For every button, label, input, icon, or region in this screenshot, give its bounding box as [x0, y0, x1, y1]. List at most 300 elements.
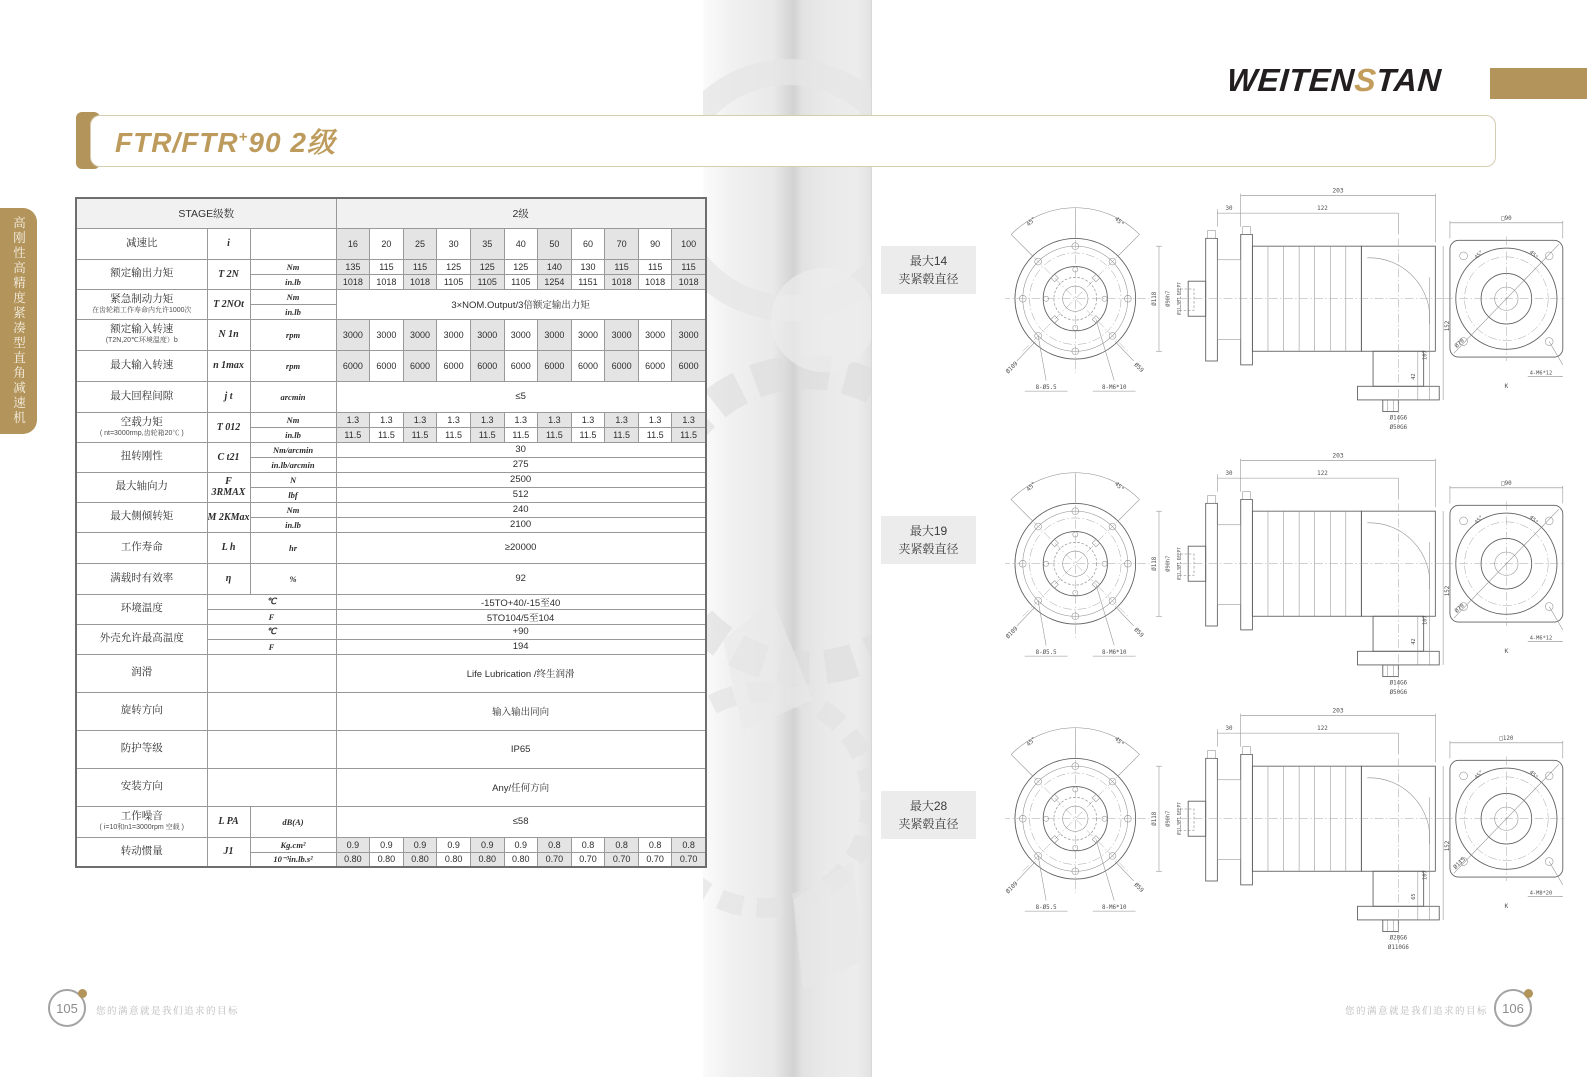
title-box — [90, 115, 1496, 167]
row-value: ≤58 — [336, 806, 706, 837]
value-cell: 3000 — [437, 319, 471, 350]
technical-drawing-row-1 — [1005, 180, 1565, 433]
row-value: Life Lubrication /终生润滑 — [336, 654, 706, 692]
side-dia-pilot-label: Ø90h7 — [1165, 810, 1172, 827]
spec-table-row — [76, 381, 706, 412]
footer-slogan-right: 您的满意就是我们追求的目标 — [1344, 1006, 1488, 1017]
spec-table-row — [76, 837, 706, 852]
value-cell: 1018 — [403, 274, 437, 289]
value-cell: 115 — [370, 259, 404, 274]
row-symbol: J1 — [207, 837, 250, 867]
front-dia-right-label: Ø59 — [1132, 882, 1145, 894]
row-label: 减速比 — [76, 228, 207, 259]
row-label: 工作噪音 ( i=10和n1=3000rpm 空载 ) — [76, 806, 207, 837]
rear-square-label: □120 — [1499, 735, 1514, 742]
spec-table-row — [76, 259, 706, 274]
page-number-right — [1494, 989, 1532, 1027]
value-cell: 11.5 — [504, 427, 538, 442]
spec-table-row — [76, 730, 706, 768]
value-cell: 6000 — [605, 350, 639, 381]
spec-table-row — [76, 412, 706, 427]
row-value: 275 — [336, 457, 706, 472]
side-note-label: Ø31.5MT DEEP7 — [1176, 282, 1182, 316]
row-value: 512 — [336, 487, 706, 502]
spec-table-row — [76, 654, 706, 692]
value-cell: 70 — [605, 228, 639, 259]
row-symbol: j t — [207, 381, 250, 412]
front-dia-left-label: Ø109 — [1005, 880, 1020, 896]
front-dia-left-label: Ø109 — [1005, 625, 1020, 641]
side-body-length-label: 122 — [1317, 206, 1328, 213]
row-unit: Nm — [250, 502, 336, 517]
value-cell: 6000 — [538, 350, 572, 381]
row-label: 最大轴向力 — [76, 472, 207, 502]
value-cell: 11.5 — [538, 427, 572, 442]
rear-mark-label: K — [1504, 648, 1509, 656]
value-cell: 11.5 — [470, 427, 504, 442]
value-cell: 0.9 — [437, 837, 471, 852]
brand-gold-bar — [1490, 68, 1587, 99]
value-cell: 11.5 — [336, 427, 370, 442]
value-cell: 0.70 — [672, 852, 706, 867]
row-value: ≥20000 — [336, 532, 706, 563]
row-label: 额定输出力矩 — [76, 259, 207, 289]
side-spigot-label: Ø50G6 — [1389, 425, 1408, 432]
row-value: Any/任何方向 — [336, 768, 706, 806]
row-value: IP65 — [336, 730, 706, 768]
value-cell: 6000 — [470, 350, 504, 381]
spec-table — [75, 197, 707, 868]
rear-square-label: □90 — [1501, 480, 1512, 487]
value-cell: 0.80 — [437, 852, 471, 867]
value-cell: 50 — [538, 228, 572, 259]
value-cell: 1.3 — [571, 412, 605, 427]
row-unit: rpm — [250, 319, 336, 350]
value-cell: 0.80 — [470, 852, 504, 867]
front-view — [1005, 208, 1149, 391]
value-cell: 11.5 — [672, 427, 706, 442]
clamp-label-1-line1: 最大14 — [909, 254, 948, 268]
value-cell: 90 — [638, 228, 672, 259]
row-symbol: C t21 — [207, 442, 250, 472]
value-cell: 115 — [403, 259, 437, 274]
value-cell: 0.80 — [370, 852, 404, 867]
value-cell: 0.80 — [403, 852, 437, 867]
series-side-tab-label: 高刚性高精度紧凑型直角减速机 — [11, 216, 26, 426]
page-number-left — [48, 989, 86, 1027]
side-note-label: Ø31.5MT DEEP7 — [1176, 547, 1182, 581]
value-cell: 125 — [470, 259, 504, 274]
row-value: -15TO+40/-15至40 — [336, 594, 706, 609]
value-cell: 0.8 — [538, 837, 572, 852]
rear-view — [1444, 481, 1565, 655]
value-cell: 100 — [672, 228, 706, 259]
value-cell: 0.9 — [470, 837, 504, 852]
spec-table-row — [76, 594, 706, 609]
value-cell: 135 — [336, 259, 370, 274]
value-cell: 1.3 — [370, 412, 404, 427]
row-unit: in.lb — [250, 304, 336, 319]
front-holes-label: 8-Ø5.5 — [1035, 385, 1057, 392]
value-cell: 3000 — [605, 319, 639, 350]
row-unit: Kg.cm² — [250, 837, 336, 852]
rear-square-label: □90 — [1501, 215, 1512, 222]
row-unit — [207, 730, 336, 768]
row-label: 转动惯量 — [76, 837, 207, 867]
row-symbol: M 2KMax — [207, 502, 250, 532]
rear-tapped-label: 4-M6*12 — [1529, 370, 1553, 377]
value-cell: 125 — [437, 259, 471, 274]
rear-mark-label: K — [1504, 903, 1509, 911]
side-view — [1151, 453, 1451, 696]
side-view — [1151, 708, 1451, 951]
value-cell: 0.9 — [336, 837, 370, 852]
value-cell: 0.8 — [605, 837, 639, 852]
clamp-label-2-line2: 夹紧毂直径 — [898, 542, 959, 556]
side-h3-label: 42 — [1410, 638, 1417, 645]
side-h1-label: 152 — [1444, 585, 1451, 597]
row-unit: in.lb — [250, 274, 336, 289]
value-cell: 125 — [504, 259, 538, 274]
side-bore-label: Ø28G6 — [1389, 935, 1408, 942]
stage-header-cell: STAGE级数 — [76, 198, 336, 228]
page-number-left-value: 105 — [56, 1000, 78, 1016]
side-bore-label: Ø14G6 — [1389, 680, 1408, 687]
row-unit: hr — [250, 532, 336, 563]
rear-dia-label: Ø115 — [1452, 856, 1468, 871]
value-cell: 6000 — [336, 350, 370, 381]
brand-logo-right: TAN — [1374, 62, 1443, 98]
row-value: 输入输出同向 — [336, 692, 706, 730]
side-spigot-label: Ø110G6 — [1387, 945, 1409, 952]
side-total-length-label: 203 — [1332, 707, 1344, 715]
side-dia-pilot-label: Ø90h7 — [1165, 290, 1172, 307]
row-value: +90 — [336, 624, 706, 639]
front-dia-left-label: Ø109 — [1005, 360, 1020, 376]
value-cell: 30 — [437, 228, 471, 259]
row-unit: ℃ — [207, 594, 336, 609]
front-angle-right-label: 45° — [1112, 736, 1125, 748]
front-angle-right-label: 45° — [1112, 216, 1125, 228]
clamp-label-3 — [881, 791, 976, 839]
row-symbol: L PA — [207, 806, 250, 837]
row-symbol: L h — [207, 532, 250, 563]
row-label: 环境温度 — [76, 594, 207, 624]
spec-table-body — [76, 198, 706, 867]
front-view — [1005, 473, 1149, 656]
rear-angle-left-label: 45° — [1473, 514, 1485, 526]
row-symbol: F 3RMAX — [207, 472, 250, 502]
gearbox-drawing — [1005, 700, 1565, 953]
value-cell: 1105 — [504, 274, 538, 289]
spec-table-row — [76, 319, 706, 350]
row-label: 紧急制动力矩 在齿轮箱工作寿命内允许1000次 — [76, 289, 207, 319]
side-h3-label: 65 — [1410, 893, 1417, 900]
value-cell: 1018 — [336, 274, 370, 289]
spec-table-row — [76, 624, 706, 639]
row-unit: Nm/arcmin — [250, 442, 336, 457]
row-label: 外壳允许最高温度 — [76, 624, 207, 654]
page-title-sup: + — [238, 128, 249, 146]
row-unit: dB(A) — [250, 806, 336, 837]
value-cell: 1.3 — [336, 412, 370, 427]
value-cell: 0.8 — [638, 837, 672, 852]
row-unit: Nm — [250, 412, 336, 427]
front-angle-left-label: 45° — [1025, 736, 1038, 748]
spec-table-row — [76, 532, 706, 563]
value-cell: 6000 — [437, 350, 471, 381]
value-cell: 1018 — [638, 274, 672, 289]
brand-logo-left: WEITEN — [1225, 62, 1356, 98]
value-cell: 1018 — [605, 274, 639, 289]
side-h2-label: 107 — [1422, 870, 1429, 880]
row-value: 2500 — [336, 472, 706, 487]
stage-value-cell: 2级 — [336, 198, 706, 228]
value-cell: 0.70 — [605, 852, 639, 867]
value-cell: 1.3 — [538, 412, 572, 427]
row-unit: arcmin — [250, 381, 336, 412]
rear-view — [1444, 736, 1565, 910]
clamp-label-2-line1: 最大19 — [909, 524, 948, 538]
front-angle-left-label: 45° — [1025, 216, 1038, 228]
rear-angle-right-label: 45° — [1527, 514, 1539, 526]
front-dia-right-label: Ø59 — [1132, 362, 1145, 374]
rear-view — [1444, 216, 1565, 390]
value-cell: 1.3 — [504, 412, 538, 427]
value-cell: 1.3 — [470, 412, 504, 427]
value-cell: 20 — [370, 228, 404, 259]
value-cell: 11.5 — [403, 427, 437, 442]
value-cell: 0.80 — [504, 852, 538, 867]
side-h3-label: 42 — [1410, 373, 1417, 380]
row-unit — [207, 654, 336, 692]
spec-table-row — [76, 563, 706, 594]
side-spigot-label: Ø50G6 — [1389, 690, 1408, 697]
spec-table-row — [76, 806, 706, 837]
page-title-rest: 90 2级 — [248, 127, 336, 158]
spec-table-row — [76, 228, 706, 259]
value-cell: 1018 — [370, 274, 404, 289]
spec-table-row — [76, 289, 706, 304]
page-number-right-value: 106 — [1502, 1000, 1524, 1016]
value-cell: 11.5 — [370, 427, 404, 442]
value-cell: 3000 — [504, 319, 538, 350]
value-cell: 0.70 — [571, 852, 605, 867]
row-symbol: T 012 — [207, 412, 250, 442]
rear-mark-label: K — [1504, 383, 1509, 391]
value-cell: 6000 — [504, 350, 538, 381]
row-unit: N — [250, 472, 336, 487]
clamp-label-1-line2: 夹紧毂直径 — [898, 272, 959, 286]
rear-tapped-label: 4-M6*12 — [1529, 635, 1553, 642]
value-cell: 1.3 — [672, 412, 706, 427]
value-cell: 1.3 — [403, 412, 437, 427]
value-cell: 0.9 — [403, 837, 437, 852]
value-cell: 3000 — [672, 319, 706, 350]
row-symbol: n 1max — [207, 350, 250, 381]
value-cell: 1151 — [571, 274, 605, 289]
rear-angle-left-label: 45° — [1473, 769, 1485, 781]
value-cell: 0.9 — [370, 837, 404, 852]
rear-angle-right-label: 45° — [1527, 769, 1539, 781]
side-body-length-label: 122 — [1317, 471, 1328, 478]
clamp-label-3-line2: 夹紧毂直径 — [898, 817, 959, 831]
row-label: 最大输入转速 — [76, 350, 207, 381]
value-cell: 130 — [571, 259, 605, 274]
gold-dot-icon — [78, 989, 87, 998]
value-cell: 1.3 — [437, 412, 471, 427]
value-cell: 11.5 — [437, 427, 471, 442]
spec-table-row — [76, 502, 706, 517]
value-cell: 6000 — [672, 350, 706, 381]
side-dia-outer-label: Ø118 — [1152, 291, 1159, 306]
value-cell: 11.5 — [571, 427, 605, 442]
front-view — [1005, 728, 1149, 911]
row-value: ≤5 — [336, 381, 706, 412]
value-cell: 6000 — [403, 350, 437, 381]
value-cell: 25 — [403, 228, 437, 259]
rear-tapped-label: 4-M8*20 — [1529, 890, 1553, 897]
value-cell: 1018 — [672, 274, 706, 289]
row-symbol: N 1n — [207, 319, 250, 350]
row-unit — [207, 768, 336, 806]
value-cell: 0.70 — [638, 852, 672, 867]
value-cell: 11.5 — [605, 427, 639, 442]
row-symbol: T 2N — [207, 259, 250, 289]
row-label: 扭转刚性 — [76, 442, 207, 472]
value-cell: 0.8 — [672, 837, 706, 852]
row-unit: Nm — [250, 289, 336, 304]
side-dia-outer-label: Ø118 — [1152, 556, 1159, 571]
front-tapped-label: 8-M6*10 — [1101, 905, 1127, 912]
spec-table-row — [76, 350, 706, 381]
side-flange-length-label: 30 — [1225, 471, 1233, 478]
brand-logo — [1226, 62, 1443, 99]
row-unit: ℃ — [207, 624, 336, 639]
row-unit: in.lb — [250, 427, 336, 442]
row-symbol: η — [207, 563, 250, 594]
gearbox-drawing — [1005, 445, 1565, 698]
value-cell: 11.5 — [638, 427, 672, 442]
value-cell: 3000 — [571, 319, 605, 350]
value-cell: 6000 — [571, 350, 605, 381]
row-symbol: i — [207, 228, 250, 259]
gold-dot-icon — [1524, 989, 1533, 998]
spec-table-row — [76, 472, 706, 487]
side-flange-length-label: 30 — [1225, 726, 1233, 733]
row-unit: lbf — [250, 487, 336, 502]
value-cell: 1.3 — [638, 412, 672, 427]
value-cell: 16 — [336, 228, 370, 259]
row-label: 最大回程间隙 — [76, 381, 207, 412]
value-cell: 140 — [538, 259, 572, 274]
value-cell: 40 — [504, 228, 538, 259]
spec-table-row — [76, 442, 706, 457]
spec-table-row — [76, 692, 706, 730]
brand-logo-s: S — [1353, 62, 1378, 98]
gearbox-drawing — [1005, 180, 1565, 433]
row-unit: Nm — [250, 259, 336, 274]
technical-drawing-row-2 — [1005, 445, 1565, 698]
page-title-main: FTR/FTR — [115, 127, 239, 158]
row-unit: F — [207, 609, 336, 624]
front-holes-label: 8-Ø5.5 — [1035, 650, 1057, 657]
row-label: 空载力矩 ( nt=3000rmp,齿轮箱20℃ ) — [76, 412, 207, 442]
row-value: 240 — [336, 502, 706, 517]
row-value: 92 — [336, 563, 706, 594]
spec-table-header-row — [76, 198, 706, 228]
side-dia-pilot-label: Ø90h7 — [1165, 555, 1172, 572]
value-cell: 115 — [638, 259, 672, 274]
front-dia-right-label: Ø59 — [1132, 627, 1145, 639]
side-total-length-label: 203 — [1332, 187, 1344, 195]
spec-table-row — [76, 768, 706, 806]
front-tapped-label: 8-M6*10 — [1101, 650, 1127, 657]
row-unit: in.lb/arcmin — [250, 457, 336, 472]
value-cell: 3000 — [470, 319, 504, 350]
row-unit: in.lb — [250, 517, 336, 532]
value-cell: 6000 — [638, 350, 672, 381]
row-label: 安装方向 — [76, 768, 207, 806]
side-bore-label: Ø14G6 — [1389, 415, 1408, 422]
series-side-tab — [0, 208, 37, 434]
side-h1-label: 152 — [1444, 320, 1451, 332]
row-label: 旋转方向 — [76, 692, 207, 730]
value-cell: 1.3 — [605, 412, 639, 427]
clamp-label-1 — [881, 246, 976, 294]
value-cell: 1254 — [538, 274, 572, 289]
row-label: 润滑 — [76, 654, 207, 692]
value-cell: 3000 — [336, 319, 370, 350]
row-unit: % — [250, 563, 336, 594]
value-cell: 115 — [605, 259, 639, 274]
clamp-label-2 — [881, 516, 976, 564]
side-total-length-label: 203 — [1332, 452, 1344, 460]
value-cell: 1105 — [470, 274, 504, 289]
side-flange-length-label: 30 — [1225, 206, 1233, 213]
row-value: 30 — [336, 442, 706, 457]
value-cell: 3000 — [403, 319, 437, 350]
value-cell: 0.8 — [571, 837, 605, 852]
side-body-length-label: 122 — [1317, 726, 1328, 733]
row-symbol: T 2NOt — [207, 289, 250, 319]
front-angle-left-label: 45° — [1025, 481, 1038, 493]
row-label: 最大侧倾转矩 — [76, 502, 207, 532]
value-cell: 3000 — [538, 319, 572, 350]
front-tapped-label: 8-M6*10 — [1101, 385, 1127, 392]
value-cell: 0.70 — [538, 852, 572, 867]
row-unit — [250, 228, 336, 259]
footer-slogan-left: 您的满意就是我们追求的目标 — [96, 1006, 240, 1017]
row-unit: F — [207, 639, 336, 654]
row-value: 5TO104/5至104 — [336, 609, 706, 624]
rear-angle-left-label: 45° — [1473, 249, 1485, 261]
value-cell: 3000 — [370, 319, 404, 350]
value-cell: 6000 — [370, 350, 404, 381]
value-cell: 60 — [571, 228, 605, 259]
row-label: 防护等级 — [76, 730, 207, 768]
side-h2-label: 107 — [1422, 350, 1429, 360]
row-value: 194 — [336, 639, 706, 654]
rear-dia-label: Ø70 — [1454, 337, 1466, 350]
value-cell: 1105 — [437, 274, 471, 289]
value-cell: 0.9 — [504, 837, 538, 852]
row-value: 3×NOM.Output/3倍额定输出力矩 — [336, 289, 706, 319]
side-dia-outer-label: Ø118 — [1152, 811, 1159, 826]
row-label: 额定输入转速 (T2N,20℃环境温度）b — [76, 319, 207, 350]
rear-angle-right-label: 45° — [1527, 249, 1539, 261]
clamp-label-3-line1: 最大28 — [909, 799, 948, 813]
